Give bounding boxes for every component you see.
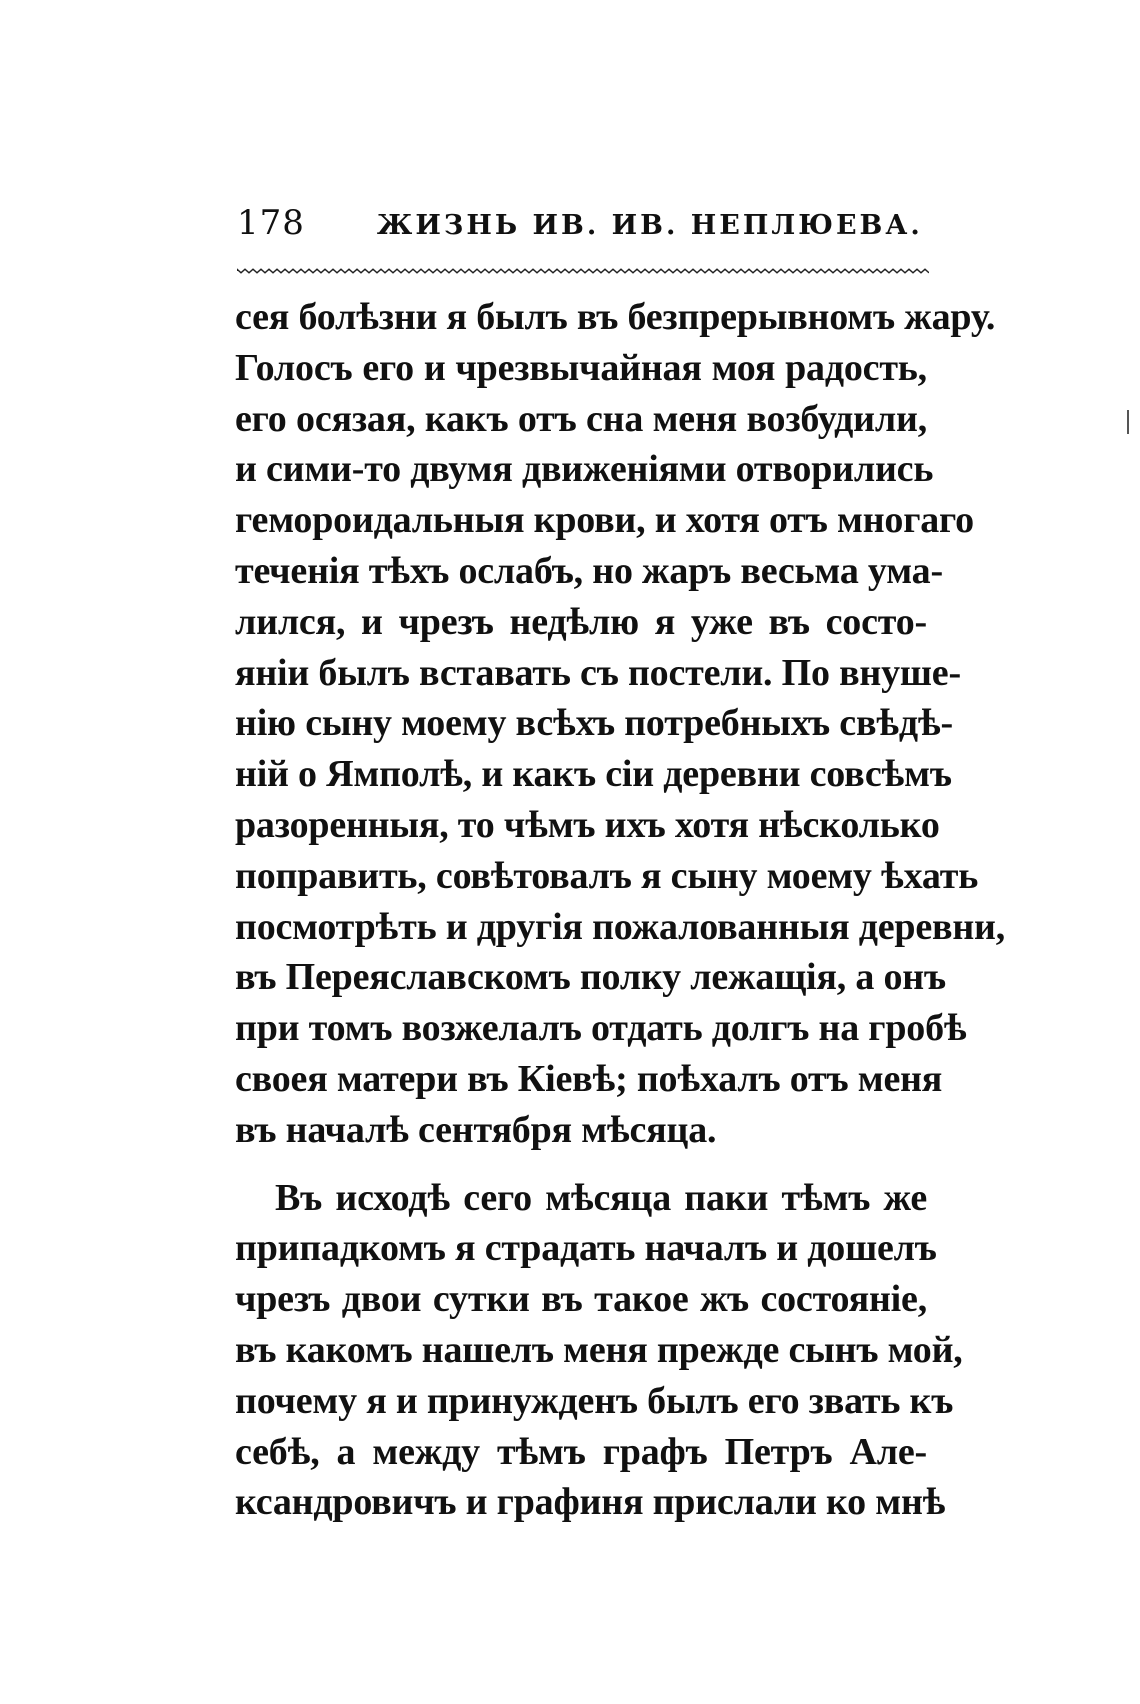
text-line: поправить, совѣтовалъ я сыну моему ѣхать	[235, 854, 979, 897]
paragraph	[235, 1173, 963, 1529]
text-line: въ какомъ нашелъ меня прежде сынъ мой,	[235, 1328, 963, 1371]
text-line: чрезъ двои сутки въ такое жъ состояніе,	[235, 1278, 927, 1321]
text-line: припадкомъ я страдать началъ и дошелъ	[235, 1227, 937, 1270]
text-line: себѣ, а между тѣмъ графъ Петръ Але-	[235, 1430, 927, 1473]
text-line: и сими-то двумя движеніями отворились	[235, 448, 934, 491]
text-line: въ началѣ сентября мѣсяца.	[235, 1108, 717, 1151]
text-line: Въ исходѣ сего мѣсяца паки тѣмъ же	[275, 1176, 927, 1219]
text-line: почему я и принужденъ былъ его звать къ	[235, 1379, 954, 1422]
running-title: ЖИЗНЬ ИВ. ИВ. НЕПЛЮЕВА.	[376, 210, 923, 241]
text-line: ксандровичъ и графиня прислали ко мнѣ	[235, 1481, 946, 1524]
text-line: лился, и чрезъ недѣлю я уже въ состо-	[235, 600, 927, 643]
margin-mark	[1127, 410, 1129, 434]
text-line: въ Переяславскомъ полку лежащія, а онъ	[235, 956, 946, 999]
text-line: своея матери въ Кіевѣ; поѣхалъ отъ меня	[235, 1057, 943, 1100]
text-line: нію сыну моему всѣхъ потребныхъ свѣдѣ-	[235, 702, 953, 745]
text-line: при томъ возжелалъ отдать долгъ на гробѣ	[235, 1007, 967, 1050]
text-line: посмотрѣть и другія пожалованныя деревни,	[235, 905, 1006, 948]
text-line: сея болѣзни я былъ въ безпрерывномъ жару.	[235, 296, 996, 338]
text-line: гемороидальныя крови, и хотя отъ многаго	[235, 499, 974, 542]
text-line: Голосъ его и чрезвычайная моя радость,	[235, 346, 927, 389]
text-line: яніи былъ вставать съ постели. По внуше-	[235, 651, 961, 694]
text-line: разоренныя, то чѣмъ ихъ хотя нѣсколько	[235, 803, 940, 846]
header-wavy-rule	[237, 268, 929, 274]
body-text	[235, 292, 1006, 1528]
page-number: 178	[237, 203, 305, 243]
text-line: теченія тѣхъ ослабъ, но жаръ весьма ума-	[235, 549, 943, 592]
text-line: ній о Ямполѣ, и какъ сіи деревни совсѣмъ	[235, 753, 952, 796]
paragraph	[235, 292, 1006, 1156]
text-line: его осязая, какъ отъ сна меня возбудили,	[235, 397, 927, 440]
page-header	[237, 203, 937, 255]
